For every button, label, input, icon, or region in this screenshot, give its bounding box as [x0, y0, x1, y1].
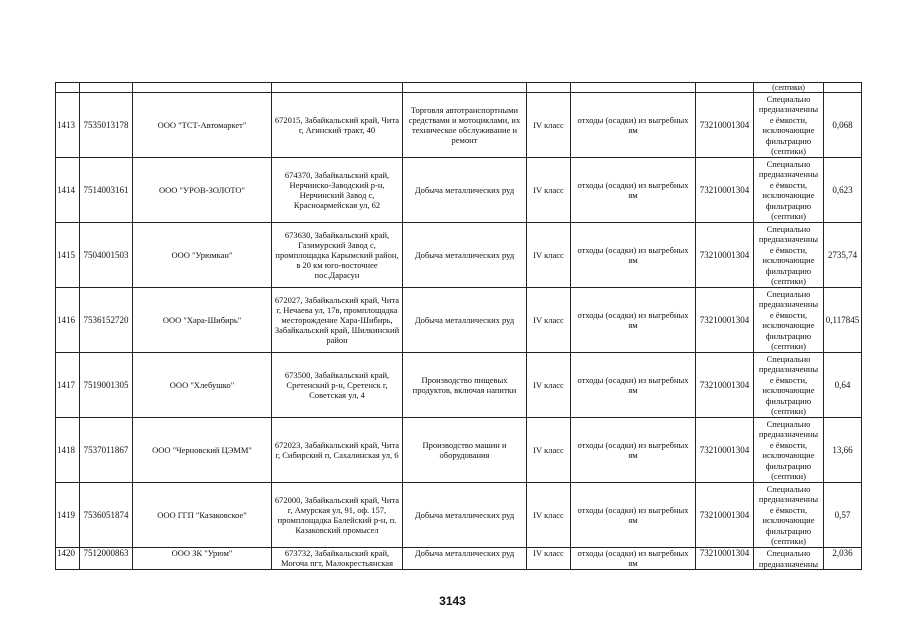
cell-hazard-class: IV класс [527, 483, 571, 548]
cell-disposal: Специально предназначенны е ёмкости, исключающие фильтрацию (септики) [754, 353, 824, 418]
cell-inn: 7512000863 [80, 548, 133, 570]
cell-hazard-class: IV класс [527, 418, 571, 483]
cell-inn [80, 83, 133, 93]
waste-registry-table [55, 82, 862, 570]
cell-disposal: Специально предназначенны е ёмкости, исключающие фильтрацию (септики) [754, 158, 824, 223]
cell-waste: отходы (осадки) из выгребных ям [571, 158, 696, 223]
cell-disposal: Специально предназначенны е ёмкости, исключающие фильтрацию (септики) [754, 418, 824, 483]
cell-hazard-class: IV класс [527, 548, 571, 570]
cell-address: 674370, Забайкальский край, Нерчинско-Заводский р-н, Нерчинский Завод с, Красноармейская ул, 62 [272, 158, 403, 223]
cell-waste: отходы (осадки) из выгребных ям [571, 353, 696, 418]
table-body [56, 83, 862, 570]
cell-activity: Добыча металлических руд [403, 158, 527, 223]
cell-disposal: Специально предназначенны [754, 548, 824, 570]
cell-no: 1418 [56, 418, 80, 483]
cell-waste: отходы (осадки) из выгребных ям [571, 548, 696, 570]
cell-hazard-class: IV класс [527, 158, 571, 223]
cell-no: 1417 [56, 353, 80, 418]
cell-activity: Добыча металлических руд [403, 288, 527, 353]
cell-inn: 7535013178 [80, 93, 133, 158]
cell-waste: отходы (осадки) из выгребных ям [571, 483, 696, 548]
cell-amount: 2,036 [824, 548, 862, 570]
cell-no [56, 83, 80, 93]
cell-no: 1414 [56, 158, 80, 223]
cell-amount: 0,623 [824, 158, 862, 223]
table-row [56, 548, 862, 570]
cell-disposal: Специально предназначенны е ёмкости, исключающие фильтрацию (септики) [754, 93, 824, 158]
table-row [56, 223, 862, 288]
cell-name: ООО "Хлебушко" [133, 353, 272, 418]
cell-amount: 0,068 [824, 93, 862, 158]
cell-address: 673732, Забайкальский край, Могоча пгт, Малокрестьянская [272, 548, 403, 570]
cell-address: 672015, Забайкальский край, Чита г, Агинский тракт, 40 [272, 93, 403, 158]
cell-code: 73210001304 [696, 483, 754, 548]
cell-inn: 7504001503 [80, 223, 133, 288]
cell-disposal: (септики) [754, 83, 824, 93]
cell-waste [571, 83, 696, 93]
cell-hazard-class: IV класс [527, 223, 571, 288]
cell-amount: 0,117845 [824, 288, 862, 353]
cell-code: 73210001304 [696, 288, 754, 353]
cell-disposal: Специально предназначенны е ёмкости, исключающие фильтрацию (септики) [754, 223, 824, 288]
table-row [56, 418, 862, 483]
cell-address: 672000, Забайкальский край, Чита г, Амурская ул, 91, оф. 157, промплощадка Балейский р-н, п. Казаковский промысел [272, 483, 403, 548]
cell-inn: 7536051874 [80, 483, 133, 548]
cell-no: 1419 [56, 483, 80, 548]
cell-name: ООО "Черновский ЦЭММ" [133, 418, 272, 483]
cell-activity: Производство пищевых продуктов, включая напитки [403, 353, 527, 418]
cell-no: 1415 [56, 223, 80, 288]
cell-activity: Добыча металлических руд [403, 548, 527, 570]
table-row-continuation [56, 83, 862, 93]
cell-code: 73210001304 [696, 223, 754, 288]
cell-inn: 7514003161 [80, 158, 133, 223]
table-row [56, 158, 862, 223]
page-number: 3143 [439, 594, 466, 608]
cell-hazard-class: IV класс [527, 93, 571, 158]
cell-address: 673630, Забайкальский край, Газимурский Завод с, промплощадка Карымский район, в 20 км юго-восточнее пос.Дарасун [272, 223, 403, 288]
cell-disposal: Специально предназначенны е ёмкости, исключающие фильтрацию (септики) [754, 288, 824, 353]
cell-code: 73210001304 [696, 418, 754, 483]
cell-activity [403, 83, 527, 93]
cell-code [696, 83, 754, 93]
cell-code: 73210001304 [696, 353, 754, 418]
cell-address: 673500, Забайкальский край, Сретенский р-н, Сретенск г, Советская ул, 4 [272, 353, 403, 418]
cell-name: ООО ГГП "Казаковское" [133, 483, 272, 548]
cell-no: 1413 [56, 93, 80, 158]
cell-waste: отходы (осадки) из выгребных ям [571, 288, 696, 353]
cell-activity: Добыча металлических руд [403, 223, 527, 288]
table-row [56, 483, 862, 548]
cell-amount: 13,66 [824, 418, 862, 483]
cell-amount [824, 83, 862, 93]
cell-address: 672023, Забайкальский край, Чита г, Сибирский п, Сахалинская ул, 6 [272, 418, 403, 483]
cell-amount: 0,64 [824, 353, 862, 418]
cell-inn: 7536152720 [80, 288, 133, 353]
cell-hazard-class: IV класс [527, 353, 571, 418]
cell-activity: Производство машин и оборудования [403, 418, 527, 483]
cell-name: ООО "УРОВ-ЗОЛОТО" [133, 158, 272, 223]
cell-address [272, 83, 403, 93]
cell-waste: отходы (осадки) из выгребных ям [571, 93, 696, 158]
cell-name: ООО ЗК "Урюм" [133, 548, 272, 570]
cell-hazard-class: IV класс [527, 288, 571, 353]
table-row [56, 288, 862, 353]
cell-name: ООО "Урюмкан" [133, 223, 272, 288]
cell-name: ООО "ТСТ-Автомаркет" [133, 93, 272, 158]
cell-code: 73210001304 [696, 93, 754, 158]
cell-waste: отходы (осадки) из выгребных ям [571, 223, 696, 288]
cell-activity: Добыча металлических руд [403, 483, 527, 548]
cell-waste: отходы (осадки) из выгребных ям [571, 418, 696, 483]
cell-amount: 0,57 [824, 483, 862, 548]
cell-disposal: Специально предназначенны е ёмкости, исключающие фильтрацию (септики) [754, 483, 824, 548]
cell-amount: 2735,74 [824, 223, 862, 288]
cell-name [133, 83, 272, 93]
cell-inn: 7519001305 [80, 353, 133, 418]
cell-no: 1416 [56, 288, 80, 353]
cell-address: 672027, Забайкальский край, Чита г, Нечаева ул, 17в, промплощадка месторождение Хара-Шибирь, Забайкальский край, Шилкинский район [272, 288, 403, 353]
cell-no: 1420 [56, 548, 80, 570]
cell-activity: Торговля автотранспортными средствами и мотоциклами, их техническое обслуживание и ремонт [403, 93, 527, 158]
table-row [56, 353, 862, 418]
cell-inn: 7537011867 [80, 418, 133, 483]
table-row [56, 93, 862, 158]
cell-code: 73210001304 [696, 548, 754, 570]
cell-code: 73210001304 [696, 158, 754, 223]
cell-hazard-class [527, 83, 571, 93]
cell-name: ООО "Хара-Шибирь" [133, 288, 272, 353]
